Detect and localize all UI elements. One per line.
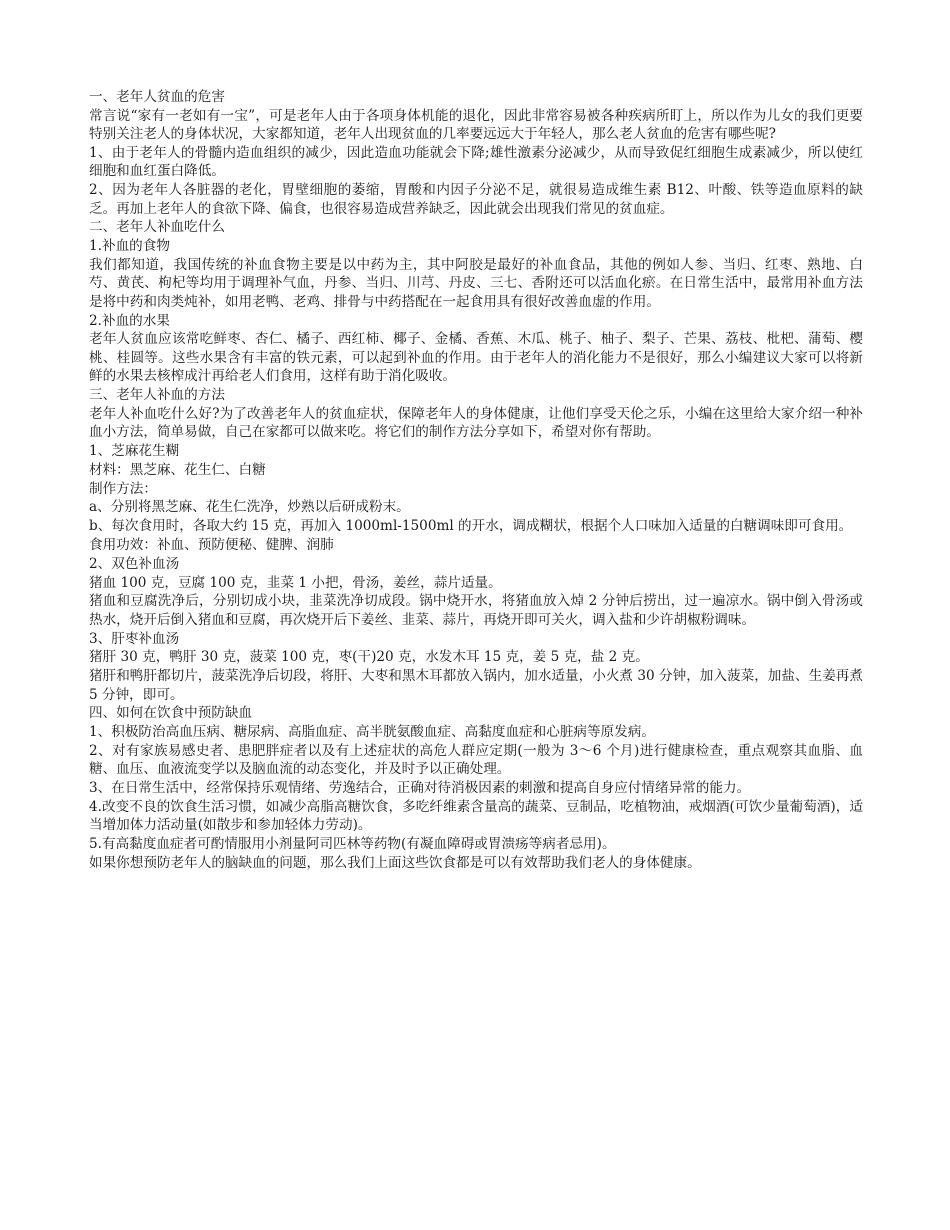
- subheading: 3、肝枣补血汤: [89, 630, 180, 647]
- paragraph: 材料：黑芝麻、花生仁、白糖: [89, 461, 266, 478]
- paragraph: 制作方法：: [89, 480, 157, 497]
- paragraph: 1、积极防治高血压病、糖尿病、高脂血症、高半胱氨酸血症、高黏度血症和心脏病等原发病。: [89, 724, 655, 741]
- paragraph: 老年人补血吃什么好?为了改善老年人的贫血症状，保障老年人的身体健康，让他们享受天伦之乐，小编在这里给大家介绍一种补血小方法，简单易做，自己在家都可以做来吃。将它们的制作方法分享如下，希望对你有帮助。: [89, 405, 863, 441]
- paragraph: 2、对有家族易感史者、患肥胖症者以及有上述症状的高危人群应定期(一般为 3～6 个月)进行健康检查，重点观察其血脂、血糖、血压、血液流变学以及脑血流的动态变化，并及时予以正确处理。: [89, 742, 863, 778]
- section-heading: 一、老年人贫血的危害: [89, 89, 225, 105]
- paragraph: 4.改变不良的饮食生活习惯，如减少高脂高糖饮食，多吃纤维素含量高的蔬菜、豆制品，吃植物油，戒烟酒(可饮少量葡萄酒)，适当增加体力活动量(如散步和参加轻体力劳动)。: [89, 798, 863, 834]
- section-heading: 三、老年人补血的方法: [89, 387, 225, 404]
- paragraph: 老年人贫血应该常吃鲜枣、杏仁、橘子、西红柿、椰子、金橘、香蕉、木瓜、桃子、柚子、梨子、芒果、荔枝、枇杷、蒲萄、樱桃、桂圆等。这些水果含有丰富的铁元素，可以起到补血的作用。由于老年人的消化能力不是很好，那么小编建议大家可以将新鲜的水果去核榨成汁再给老人们食用，这样有助于消化吸收。: [89, 331, 863, 385]
- paragraph: 猪血和豆腐洗净后，分别切成小块，韭菜洗净切成段。锅中烧开水，将猪血放入焯 2 分钟后捞出，过一遍凉水。锅中倒入骨汤或热水，烧开后倒入猪血和豆腐，再次烧开后下姜丝、韭菜、蒜片，再烧开即可关火，调入盐和少许胡椒粉调味。: [89, 593, 863, 628]
- paragraph: 3、在日常生活中，经常保持乐观情绪、劳逸结合，正确对待消极因素的刺激和提高自身应付情绪异常的能力。: [89, 780, 751, 797]
- subheading: 2、双色补血汤: [89, 555, 180, 572]
- paragraph: 1、由于老年人的骨髓内造血组织的减少，因此造血功能就会下降;雄性激素分泌减少，从而导致促红细胞生成素减少，所以使红细胞和血红蛋白降低。: [89, 145, 863, 180]
- paragraph: 如果你想预防老年人的脑缺血的问题，那么我们上面这些饮食都是可以有效帮助我们老人的身体健康。: [89, 854, 701, 871]
- document-body: [89, 88, 863, 872]
- paragraph: 猪肝 30 克，鸭肝 30 克，菠菜 100 克，枣(干)20 克，水发木耳 15 克，姜 5 克，盐 2 克。: [89, 649, 649, 666]
- paragraph: b、每次食用时，各取大约 15 克，再加入 1000ml-1500ml 的开水，调成糊状，根据个人口味加入适量的白糖调味即可食用。: [89, 518, 853, 535]
- paragraph: 2、因为老年人各脏器的老化，胃壁细胞的萎缩，胃酸和内因子分泌不足，就很易造成维生素 B12、叶酸、铁等造血原料的缺乏。再加上老年人的食欲下降、偏食，也很容易造成营养缺乏，因此就会出现我们常见的贫血症。: [89, 182, 863, 217]
- subheading: 1、芝麻花生糊: [89, 443, 180, 460]
- subheading: 2.补血的水果: [89, 312, 170, 329]
- section-heading: 四、如何在饮食中预防缺血: [89, 705, 253, 722]
- paragraph: 常言说“家有一老如有一宝”，可是老年人由于各项身体机能的退化，因此非常容易被各种疾病所盯上，所以作为儿女的我们更要特别关注老人的身体状况，大家都知道，老年人出现贫血的几率要远远大于年轻人，那么老人贫血的危害有哪些呢?: [89, 107, 863, 143]
- paragraph: 我们都知道，我国传统的补血食物主要是以中药为主，其中阿胶是最好的补血食品，其他的例如人参、当归、红枣、熟地、白芍、黄芪、枸杞等均用于调理补气血，丹参、当归、川芎、丹皮、三七、香附还可以活血化瘀。在日常生活中，最常用补血方法是将中药和肉类炖补，如用老鸭、老鸡、排骨与中药搭配在一起食用具有很好改善血虚的作用。: [89, 257, 863, 310]
- paragraph: 猪肝和鸭肝都切片，菠菜洗净后切段，将肝、大枣和黑木耳都放入锅内，加水适量，小火煮 30 分钟，加入菠菜，加盐、生姜再煮 5 分钟，即可。: [89, 668, 863, 703]
- paragraph: a、分别将黑芝麻、花生仁洗净，炒熟以后研成粉末。: [89, 499, 410, 516]
- paragraph: 食用功效：补血、预防便秘、健脾、润肺: [89, 537, 334, 553]
- paragraph: 5.有高黏度血症者可酌情服用小剂量阿司匹林等药物(有凝血障碍或胃溃疡等病者忌用)。: [89, 836, 616, 853]
- subheading: 1.补血的食物: [89, 238, 170, 255]
- paragraph: 猪血 100 克，豆腐 100 克，韭菜 1 小把，骨汤，姜丝，蒜片适量。: [89, 574, 502, 591]
- section-heading: 二、老年人补血吃什么: [89, 219, 225, 236]
